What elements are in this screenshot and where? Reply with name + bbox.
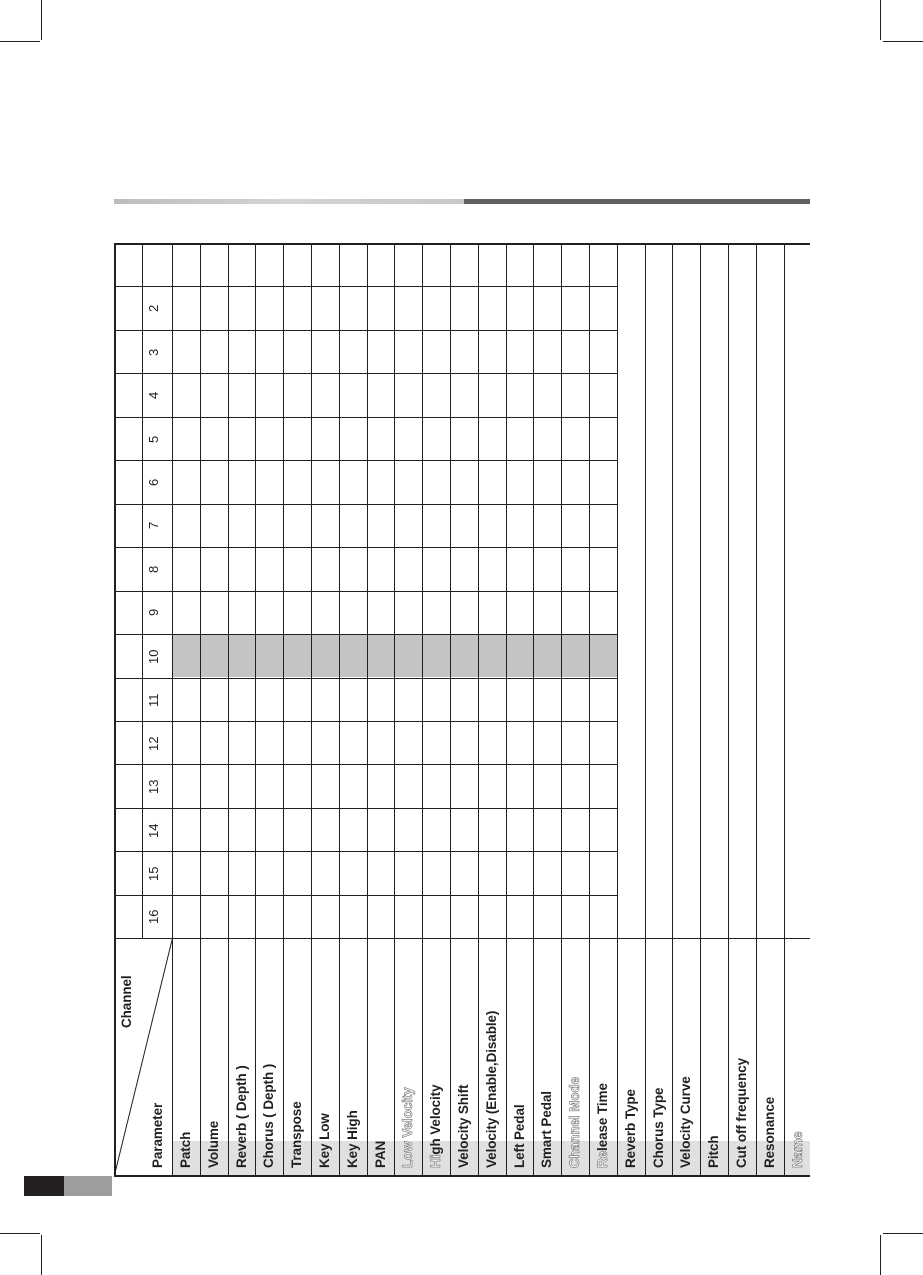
channel-number-11: 11 xyxy=(146,693,161,708)
channel-number-10: 10 xyxy=(146,649,161,664)
row-separator xyxy=(672,243,673,1175)
channel-number-6: 6 xyxy=(146,478,161,486)
row-separator xyxy=(784,243,785,1175)
channel-number-12: 12 xyxy=(146,736,161,751)
table-border-left xyxy=(114,243,116,1175)
channel-number-2: 2 xyxy=(146,304,161,313)
channel-number-13: 13 xyxy=(146,779,161,795)
global-parameter-label: Cut off frequency xyxy=(734,1057,749,1168)
channel-separator xyxy=(114,243,617,244)
channel-separator xyxy=(114,460,617,461)
channel-number-9: 9 xyxy=(146,609,161,617)
channel-separator xyxy=(114,417,617,418)
row-separator xyxy=(367,243,368,1175)
row-separator xyxy=(339,243,340,1175)
channel-parameter-table xyxy=(114,243,810,1175)
row-separator xyxy=(228,243,229,1175)
parameter-label: Low Velocity xyxy=(400,1087,416,1168)
row-separator xyxy=(283,243,284,1175)
crop-mark xyxy=(883,1233,923,1234)
row-separator xyxy=(561,243,562,1175)
channel-number-3: 3 xyxy=(146,348,161,356)
row-separator xyxy=(506,243,507,1175)
global-parameter-label: Velocity Curve xyxy=(678,1076,694,1168)
channel-separator xyxy=(114,373,617,374)
parameter-label xyxy=(595,1083,611,1168)
crop-mark xyxy=(880,0,881,40)
channel-separator xyxy=(114,330,617,331)
parameter-label: Left Pedal xyxy=(511,1104,527,1168)
channel-separator xyxy=(114,634,617,635)
table-border-bottom xyxy=(114,1175,810,1177)
header-rule-light xyxy=(114,199,464,204)
parameter-label: PAN xyxy=(372,1140,388,1168)
page-tab-dark xyxy=(24,1176,64,1196)
row-separator xyxy=(533,243,534,1175)
parameter-label: Velocity (Enable,Disable) xyxy=(483,1010,499,1168)
channel-separator xyxy=(114,547,617,548)
row-separator xyxy=(311,243,312,1175)
channel-separator xyxy=(114,808,617,809)
crop-mark xyxy=(880,1235,881,1275)
channel-separator xyxy=(114,591,617,592)
channel-number-15: 15 xyxy=(146,866,161,882)
row-separator xyxy=(700,243,701,1175)
label-solid-part: lease Time xyxy=(595,1083,610,1151)
row-separator xyxy=(394,243,395,1175)
row-separator xyxy=(589,243,590,1175)
row-separator xyxy=(756,243,757,1175)
global-parameter-label: Pitch xyxy=(706,1135,722,1168)
crop-mark xyxy=(0,41,40,42)
global-parameter-label: Reverb Type xyxy=(622,1089,638,1168)
crop-mark xyxy=(41,1235,42,1275)
row-separator xyxy=(200,243,201,1175)
page-tab-gray xyxy=(64,1176,112,1196)
header-rule-dark xyxy=(464,199,810,204)
label-outline-part: Re xyxy=(595,1150,610,1168)
row-separator xyxy=(255,243,256,1175)
label-outline-part: Hi xyxy=(428,1154,444,1168)
parameter-label: Reverb ( Depth ) xyxy=(233,1065,249,1168)
channel-number-4: 4 xyxy=(146,391,161,400)
row-separator xyxy=(172,243,173,1175)
crop-mark xyxy=(41,0,42,40)
row-separator xyxy=(478,243,479,1175)
label-solid-part: gh Velocity xyxy=(428,1084,444,1155)
channel-number-7: 7 xyxy=(146,522,161,530)
row-separator xyxy=(422,243,423,1175)
parameter-header-label: Parameter xyxy=(150,1102,165,1168)
channel-header-label: Channel xyxy=(119,975,134,1028)
parameter-label: Key High xyxy=(344,1110,360,1168)
parameter-label xyxy=(428,1085,444,1168)
parameter-label: Transpose xyxy=(289,1101,305,1168)
global-parameter-label: Name xyxy=(789,1131,805,1168)
crop-mark xyxy=(883,41,923,42)
channel-number-5: 5 xyxy=(146,435,161,443)
channel-separator xyxy=(114,504,617,505)
channel-separator xyxy=(114,895,617,896)
parameter-label: Volume xyxy=(205,1120,221,1168)
parameter-label: Chorus ( Depth ) xyxy=(261,1063,277,1168)
parameter-label: Velocity Shift xyxy=(456,1084,471,1168)
row-separator xyxy=(617,243,618,1175)
global-parameter-label: Chorus Type xyxy=(650,1087,666,1168)
channel-separator xyxy=(114,678,617,679)
channel-number-8: 8 xyxy=(146,565,161,573)
crop-mark xyxy=(0,1233,40,1234)
global-top-border xyxy=(617,243,810,244)
channel-separator xyxy=(114,851,617,852)
parameter-label: Smart Pedal xyxy=(539,1091,555,1168)
row-separator xyxy=(450,243,451,1175)
header-body-separator xyxy=(114,938,810,939)
parameter-label: Patch xyxy=(178,1131,193,1168)
channel-number-14: 14 xyxy=(146,823,161,838)
channel-separator xyxy=(114,721,617,722)
channel-separator xyxy=(114,764,617,765)
parameter-label: Channel Mode xyxy=(567,1076,583,1168)
channel-separator xyxy=(114,286,617,287)
row-separator xyxy=(645,243,646,1175)
parameter-label: Key Low xyxy=(317,1113,332,1168)
channel-number-16: 16 xyxy=(146,910,161,925)
global-parameter-label: Resonance xyxy=(761,1096,777,1168)
row-separator xyxy=(728,243,729,1175)
